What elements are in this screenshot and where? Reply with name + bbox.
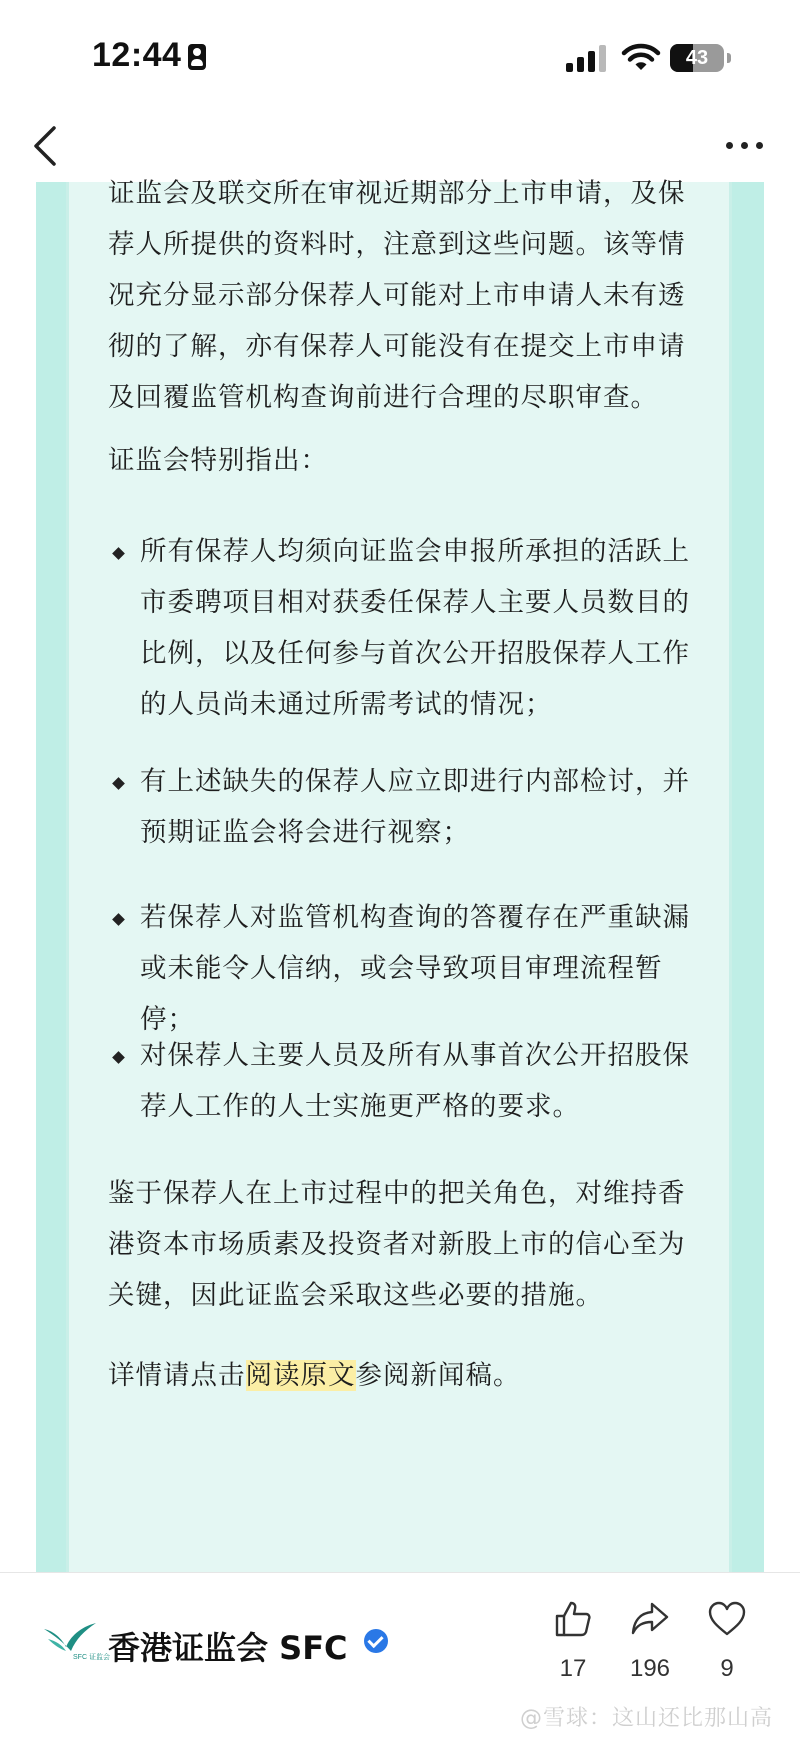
share-count: 196: [629, 1655, 671, 1682]
like-count: 17: [559, 1655, 587, 1682]
wifi-icon: [622, 42, 660, 72]
bullet-text: 若保荐人对监管机构查询的答覆存在严重缺漏或未能令人信纳，或会导致项目审理流程暂停；: [140, 902, 690, 1035]
paragraph-conclusion: 鉴于保荐人在上市过程中的把关角色，对维持香港资本市场质素及投资者对新股上市的信心至为关键，因此证监会采取这些必要的措施。: [108, 1178, 686, 1311]
cellular-signal-icon: [566, 44, 606, 72]
sfc-logo-icon[interactable]: [40, 1615, 110, 1665]
read-original-link[interactable]: 阅读原文: [245, 1360, 356, 1391]
details-prefix: 详情请点击: [108, 1360, 246, 1391]
status-time: 12:44: [92, 36, 182, 74]
paragraph-sfc-points: 证监会特别指出：: [108, 445, 328, 476]
paragraph-review: 证监会及联交所在审视近期部分上市申请，及保荐人所提供的资料时，注意到这些问题。该等情况充分显示部分保荐人可能对上市申请人未有透彻的了解，亦有保荐人可能没有在提交上市申请及回覆监管机构查询前进行合理的尽职审查。: [108, 178, 686, 413]
heart-icon: [707, 1599, 747, 1639]
logo-text: SFC 证监会: [73, 1654, 110, 1661]
share-arrow-icon: [630, 1599, 670, 1639]
like-button[interactable]: [538, 1599, 608, 1683]
details-suffix: 参阅新闻稿。: [355, 1360, 521, 1391]
chevron-left-icon: [24, 120, 74, 172]
more-dot-icon: [726, 142, 733, 149]
contact-card-icon: [188, 44, 206, 70]
battery-cap: [727, 53, 731, 63]
watermark-text: @雪球：这山还比那山高: [520, 1706, 774, 1731]
battery-percent: 43: [685, 47, 709, 69]
battery-icon: [670, 44, 724, 72]
paragraph-details: [108, 1350, 708, 1401]
bottom-bar: [0, 1572, 800, 1739]
article-body: [0, 178, 800, 1572]
favorite-button[interactable]: [692, 1599, 762, 1683]
thumbs-up-icon: [553, 1599, 593, 1639]
bullet-text: 对保荐人主要人员及所有从事首次公开招股保荐人工作的人士实施更严格的要求。: [140, 1040, 690, 1122]
bullet-text: 所有保荐人均须向证监会申报所承担的活跃上市委聘项目相对获委任保荐人主要人员数目的比例，以及任何参与首次公开招股保荐人工作的人员尚未通过所需考试的情况；: [140, 536, 690, 720]
bullet-text: 有上述缺失的保荐人应立即进行内部检讨，并预期证监会将会进行视察；: [140, 766, 690, 848]
more-dot-icon: [756, 142, 763, 149]
verified-badge-icon: [364, 1629, 388, 1653]
status-bar: [0, 0, 800, 110]
back-button[interactable]: [24, 120, 74, 172]
share-button[interactable]: [615, 1599, 685, 1683]
author-name[interactable]: 香港证监会 SFC: [108, 1629, 348, 1667]
more-options-button[interactable]: [720, 130, 770, 160]
favorite-count: 9: [720, 1655, 734, 1682]
more-dot-icon: [741, 142, 748, 149]
